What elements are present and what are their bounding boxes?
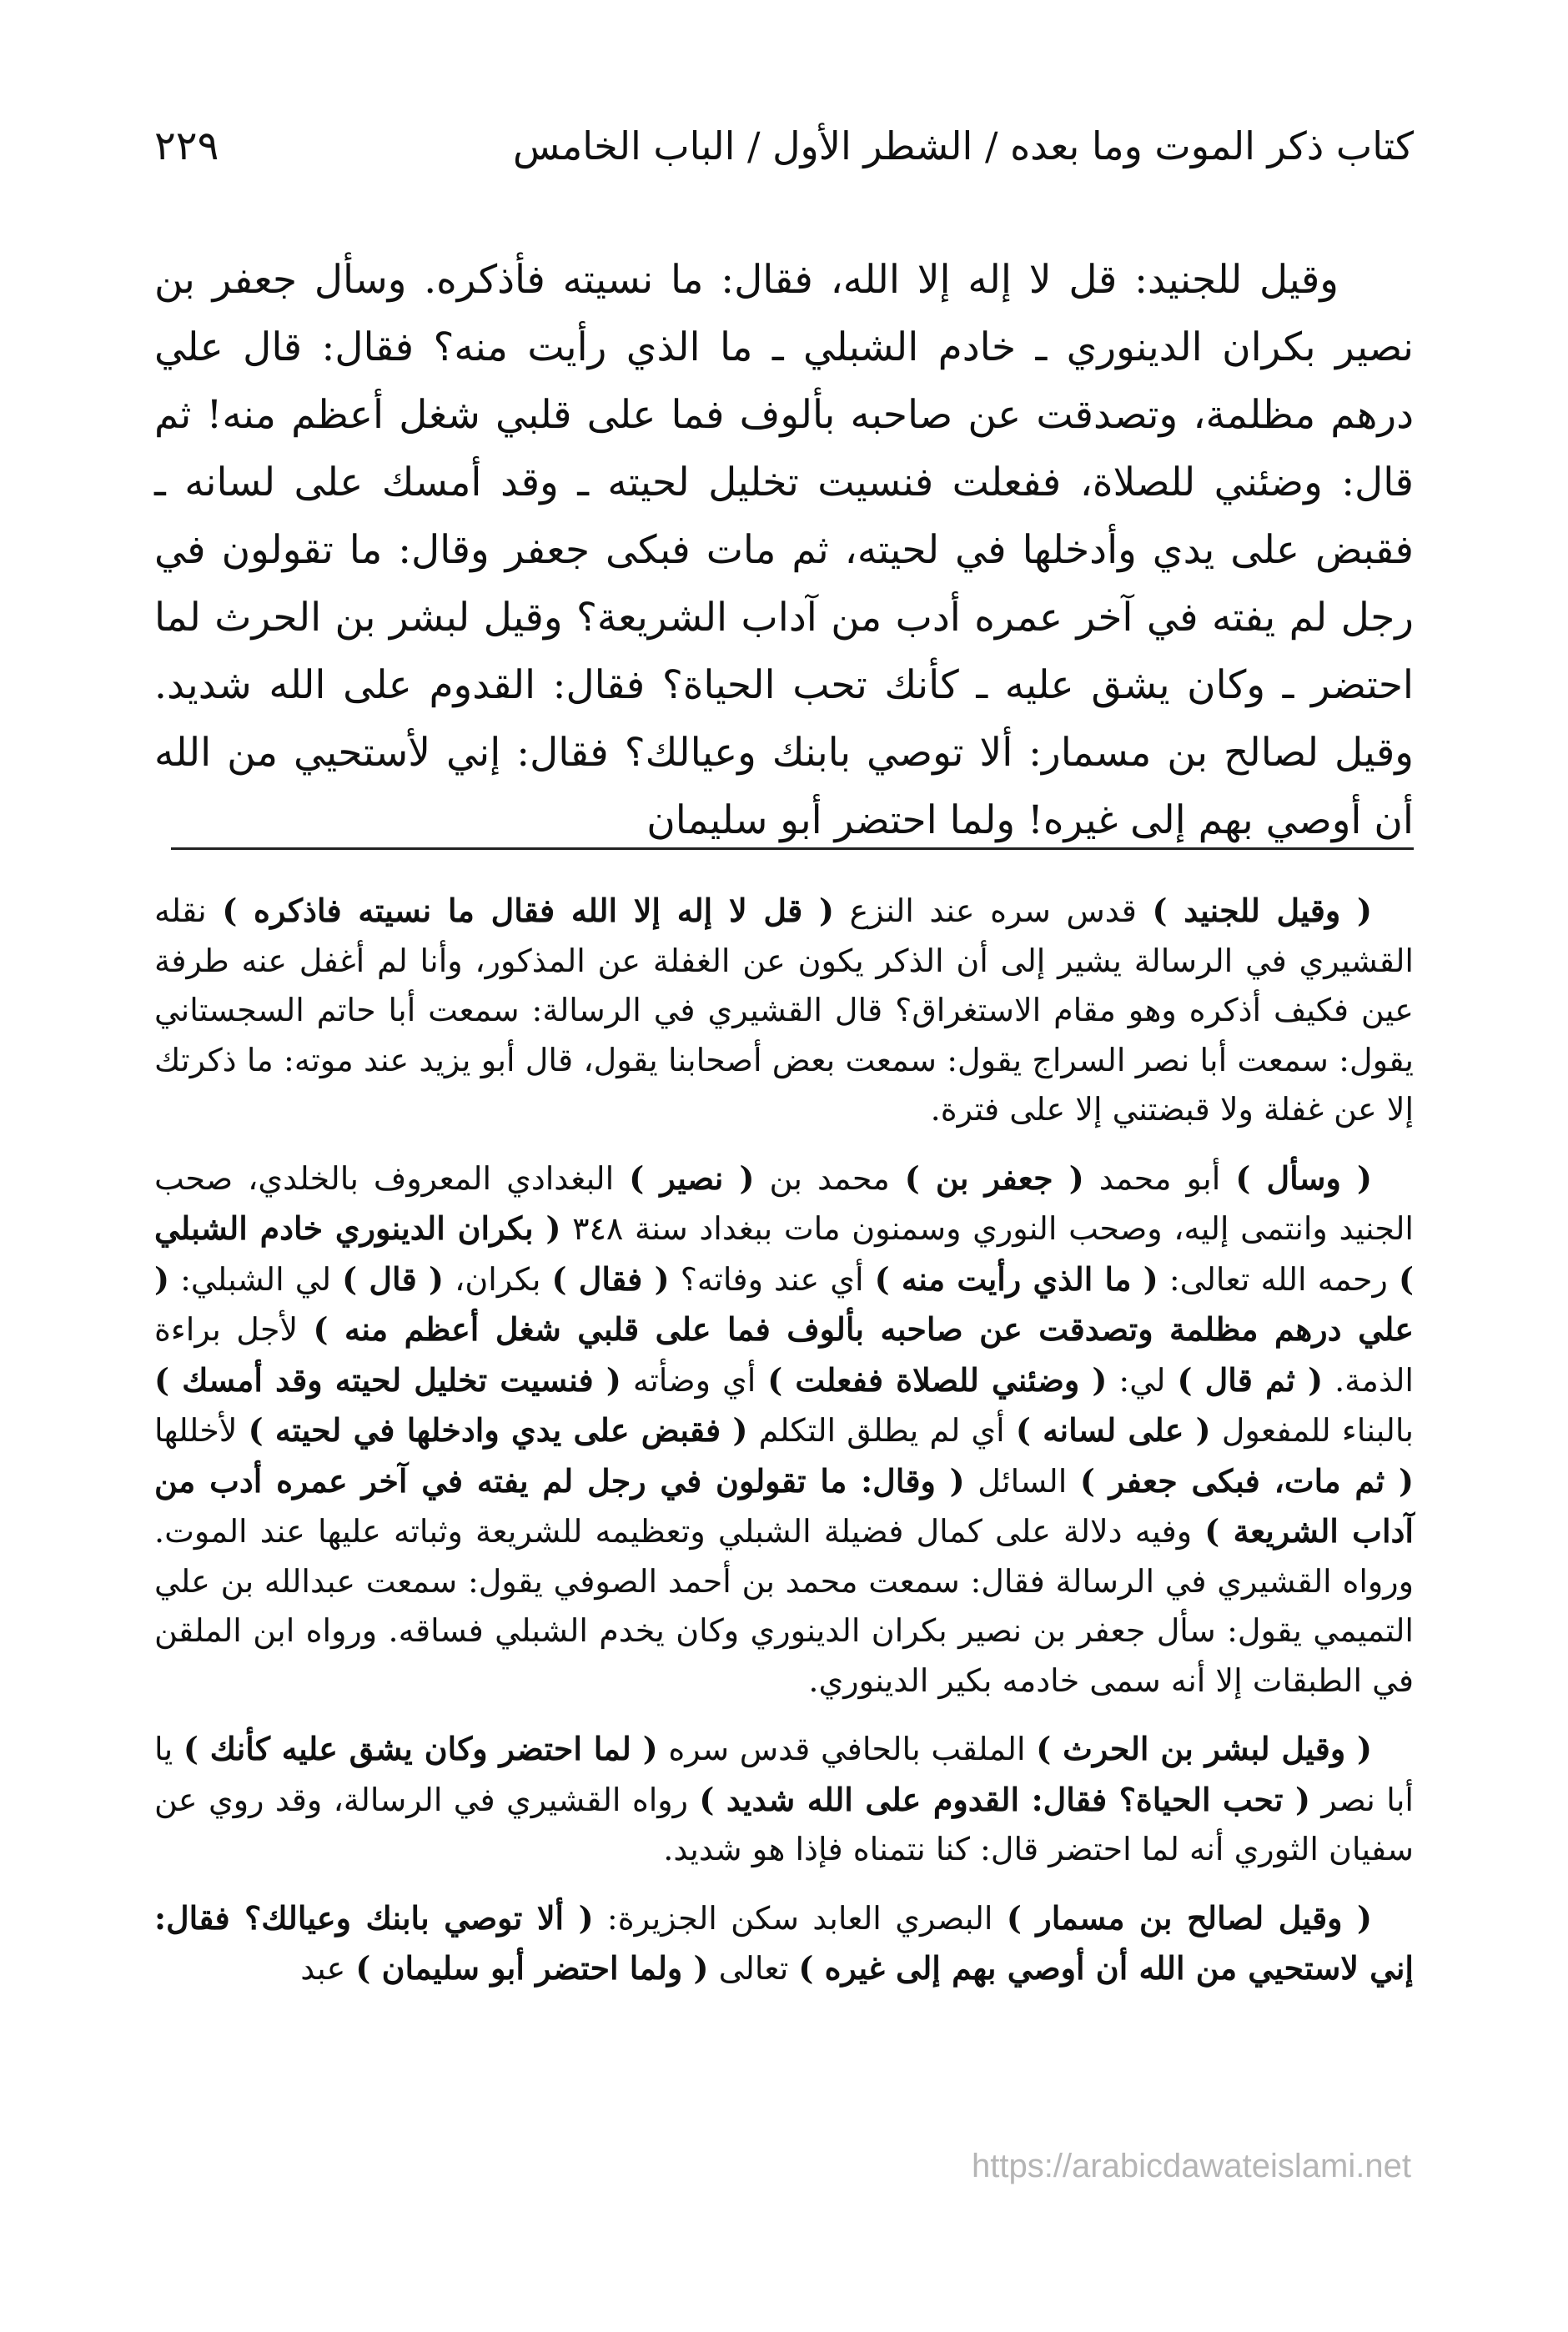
commentary-lemma: ( علي درهم مظلمة وتصدقت عن صاحبه بألوف فما على قلبي شغل أعظم منه ) xyxy=(154,1259,1414,1348)
commentary-text: أبو محمد xyxy=(1083,1159,1236,1197)
commentary-text: لأجل براءة الذمة. xyxy=(154,1311,1414,1399)
commentary-text: الملقب بالحافي قدس سره xyxy=(657,1731,1037,1767)
commentary-text: لي: xyxy=(1107,1361,1178,1399)
commentary-text: السائل xyxy=(964,1462,1080,1500)
commentary-lemma: ( بكران الدينوري خادم الشبلي ) xyxy=(154,1209,1415,1298)
commentary-lemma: ( وقيل لصالح بن مسمار ) xyxy=(1006,1898,1372,1937)
commentary-text: رواه القشيري في الرسالة، وقد روي عن سفيان الثوري أنه لما احتضر قال: كنا نتمناه فإذا هو شديد. xyxy=(154,1781,1414,1867)
commentary-lemma: ( على لسانه ) xyxy=(1015,1411,1211,1449)
commentary-lemma: ( وضئني للصلاة ففعلت ) xyxy=(767,1360,1108,1399)
commentary-lemma: ( فنسيت تخليل لحيته وقد أمسك ) xyxy=(154,1360,621,1399)
commentary-lemma: ( وقيل للجنيد ) xyxy=(1152,892,1372,929)
commentary-text: لأخللها xyxy=(154,1412,249,1449)
main-paragraph: وقيل للجنيد: قل لا إله إلا الله، فقال: ما نسيته فأذكره. وسأل جعفر بن نصير بكران الدينوري ـ خادم الشبلي ـ ما الذي رأيت منه؟ فقال: قال علي درهم مظلمة، وتصدقت عن صاحبه بألوف فما على قلبي شغل أعظم منه! ثم قال: وضئني للصلاة، ففعلت فنسيت تخليل لحيته ـ وقد أمسك على لسانه ـ فقبض على يدي وأدخلها في لحيته، ثم مات فبكى جعفر وقال: ما تقولون في رجل لم يفته في آخر عمره أدب من آداب الشريعة؟ وقيل لبشر بن الحرث لما احتضر ـ وكان يشق عليه ـ كأنك تحب الحياة؟ فقال: القدوم على الله شديد. وقيل لصالح بن مسمار: ألا توصي بابنك وعيالك؟ فقال: إني لأستحيي من الله أن أوصي بهم إلى غيره! ولما احتضر أبو سليمان xyxy=(154,257,1414,843)
commentary-lemma: ( ما الذي رأيت منه ) xyxy=(874,1259,1158,1298)
commentary-text: نقله القشيري في الرسالة يشير إلى أن الذكر يكون عن الغفلة عن المذكور، وأنا لم أغفل عنه طرفة عين فكيف أذكره وهو مقام الاستغراق؟ قال القشيري في الرسالة: سمعت أبا حاتم السجستاني يقول: سمعت أبا نصر السراج يقول: سمعت بعض أصحابنا يقول، قال أبو يزيد عند موته: ما ذكرتك إلا عن غفلة ولا قبضتني إلا على فترة. xyxy=(154,892,1414,1128)
commentary-paragraph xyxy=(154,1724,1414,1875)
commentary-lemma: ( قل لا إله إلا الله فقال ما نسيته فاذكره ) xyxy=(222,892,835,929)
commentary-lemma: ( قال ) xyxy=(342,1259,445,1298)
commentary-text: بكران، xyxy=(444,1260,552,1298)
main-text-block xyxy=(154,246,1414,854)
commentary-text: وفيه دلالة على كمال فضيلة الشبلي وتعظيمه للشريعة وثباته عليها عند الموت. ورواه القشيري في الرسالة فقال: سمعت محمد بن أحمد الصوفي يقول: سمعت عبدالله بن علي التميمي يقول: سأل جعفر بن نصير بكران الدينوري وكان يخدم الشبلي فساقه. ورواه ابن الملقن في الطبقات إلا أنه سمى خادمه بكير الدينوري. xyxy=(154,1513,1414,1699)
commentary-text: رحمه الله تعالى: xyxy=(1158,1260,1400,1298)
page-number: ٢٢٩ xyxy=(154,123,219,169)
watermark-url: https://arabicdawateislami.net xyxy=(972,2148,1411,2184)
commentary-paragraph xyxy=(154,886,1414,1135)
commentary-lemma: ( ولما احتضر أبو سليمان ) xyxy=(355,1949,709,1987)
commentary-lemma: ( نصير ) xyxy=(629,1158,755,1197)
commentary-lemma: ( ثم قال ) xyxy=(1177,1360,1324,1399)
commentary-text: البغدادي المعروف بالخلدي، صحب الجنيد وانتمى إليه، وصحب النوري وسمنون مات ببغداد سنة ٣٤٨ xyxy=(154,1159,1414,1247)
commentary-text: قدس سره عند النزع xyxy=(834,892,1153,929)
commentary-text: لي الشبلي: xyxy=(168,1260,343,1298)
commentary-paragraph xyxy=(154,1893,1414,1994)
commentary-text: أي لم يطلق التكلم xyxy=(747,1412,1016,1449)
commentary-lemma: ( وسأل ) xyxy=(1235,1158,1372,1197)
commentary-lemma: ( ثم مات، فبكى جعفر ) xyxy=(1079,1461,1414,1500)
commentary-text: أي وضأته xyxy=(621,1361,768,1399)
commentary-text: يا أبا نصر xyxy=(154,1731,1414,1818)
running-title: كتاب ذكر الموت وما بعده / الشطر الأول / الباب الخامس xyxy=(512,123,1414,168)
commentary-lemma: ( فقال ) xyxy=(551,1259,670,1298)
commentary-lemma: ( تحب الحياة؟ فقال: القدوم على الله شديد ) xyxy=(699,1780,1310,1818)
commentary-lemma: ( لما احتضر وكان يشق عليه كأنك ) xyxy=(183,1730,658,1767)
commentary-block xyxy=(154,886,1414,2013)
commentary-lemma: ( وقال: ما تقولون في رجل لم يفته في آخر عمره أدب من آداب الشريعة ) xyxy=(154,1461,1414,1550)
commentary-lemma: ( فقبض على يدي وادخلها في لحيته ) xyxy=(248,1411,748,1449)
commentary-text: محمد بن xyxy=(754,1159,905,1197)
commentary-text: بالبناء للمفعول xyxy=(1210,1412,1415,1449)
commentary-lemma: ( وقيل لبشر بن الحرث ) xyxy=(1036,1730,1372,1767)
footnote-divider xyxy=(171,847,1414,850)
commentary-text: عبد xyxy=(300,1950,356,1987)
commentary-text: أي عند وفاته؟ xyxy=(669,1260,875,1298)
commentary-paragraph xyxy=(154,1153,1414,1706)
commentary-text: البصري العابد سكن الجزيرة: xyxy=(593,1899,1007,1937)
commentary-text: تعالى xyxy=(708,1950,799,1987)
page-header xyxy=(154,117,1414,175)
commentary-lemma: ( ألا توصي بابنك وعيالك؟ فقال: إني لاستحيي من الله أن أوصي بهم إلى غيره ) xyxy=(154,1898,1414,1987)
commentary-lemma: ( جعفر بن ) xyxy=(904,1158,1084,1197)
